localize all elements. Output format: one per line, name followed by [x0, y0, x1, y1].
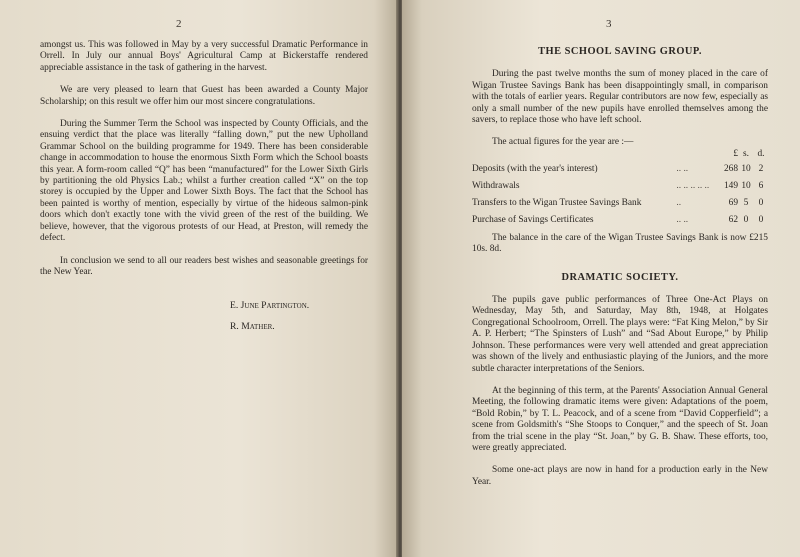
heading-dramatic-society: DRAMATIC SOCIETY.	[561, 271, 679, 283]
page-number-right: 3	[606, 18, 612, 30]
paragraph: At the beginning of this term, at the Parents' Association Annual General Meeting, the following dramatic items were given: Adaptations of the poem, “Bold Robin,” by T. L. Peacock, and of a scene from “David Copperfield”; a scene from Goldsmith's “She Stoops to Conquer,” and the speech of St. Joan from the trial scene in the play “St. Joan,” by G. B. Shaw. These efforts, too, were greatly appreciated.	[472, 385, 768, 453]
table-intro: The actual figures for the year are :—	[492, 137, 634, 148]
paragraph: During the Summer Term the School was inspected by County Officials, and the ensuing verdict that the place was literally “falling down,” put the new Upholland Grammar School on the building programme for 1949. There has been considerable change in accommodation to house the enormous Sixth Form which the School boasts this year. A form-room called “Q” has been “manufactured” for the Lower Sixth Girls by partitioning the old Physics Lab.; whilst a further creation called “X” on the top storey is occupied by the Upper and Lower Sixth Boys. The fact that the School has been painted is worthy of mention, especially by virtue of the hideous salmon-pink doors which don't exactly tone with the vivid green of the rest of the building. We believe, however, that the vigorous protests of our Head, at Preston, will remedy the defect.	[40, 119, 368, 244]
left-page	[0, 0, 398, 557]
right-column	[472, 40, 768, 488]
row-dots: ..	[676, 197, 682, 208]
shillings: 5	[743, 197, 749, 208]
row-label: Withdrawals	[472, 180, 520, 191]
savings-table	[472, 149, 768, 229]
row-dots: .. ..	[676, 163, 689, 174]
table-row	[472, 178, 768, 195]
row-dots: .. .. .. .. ..	[676, 180, 710, 191]
pence: 6	[758, 180, 764, 191]
pence: 0	[758, 214, 764, 225]
pounds: 149	[723, 180, 738, 191]
signature-partington: E. June Partington.	[230, 300, 310, 312]
row-dots: .. ..	[676, 214, 689, 225]
paragraph: amongst us. This was followed in May by a very successful Dramatic Performance in Orrell. In July our annual Boys' Agricultural Camp at Bickerstaffe rendered appreciable assistance in the task of gathering in the harvest.	[40, 40, 368, 73]
table-row	[472, 212, 768, 229]
page-number-left: 2	[176, 18, 182, 30]
pence: 0	[758, 197, 764, 208]
row-label: Purchase of Savings Certificates	[472, 214, 594, 225]
left-column	[40, 40, 368, 332]
row-label: Transfers to the Wigan Trustee Savings Bank	[472, 197, 642, 208]
pounds: 69	[728, 197, 738, 208]
column-header: d.	[757, 149, 765, 160]
paragraph: Some one-act plays are now in hand for a production early in the New Year.	[472, 465, 768, 487]
balance-statement: The balance in the care of the Wigan Trustee Savings Bank is now £215 10s. 8d.	[472, 232, 768, 255]
table-row	[472, 161, 768, 178]
table-row	[472, 195, 768, 212]
column-header: s.	[743, 149, 749, 160]
signature-mather: R. Mather.	[230, 320, 275, 332]
table-header-row	[472, 149, 768, 161]
paragraph: In conclusion we send to all our readers best wishes and seasonable greetings for the New Year.	[40, 255, 368, 277]
shillings: 10	[741, 180, 751, 191]
paragraph: The pupils gave public performances of Three One-Act Plays on Wednesday, May 5th, and Saturday, May 8th, 1948, at Holgates Congregational Schoolroom, Orrell. The plays were: “Fat King Melon,” by Sir A. P. Herbert; “The Spinsters of Lush” and “Sad About Europe,” by Philip Johnson. These performances were very well attended and great appreciation was shown of the lively and enthusiastic playing of the Juniors, and the more subtle character interpretations of the Seniors.	[472, 295, 768, 374]
paragraph: We are very pleased to learn that Guest has been awarded a County Major Scholarship; on this result we offer him our most sincere congratulations.	[40, 85, 368, 107]
pence: 2	[758, 163, 764, 174]
right-page	[402, 0, 800, 557]
shillings: 10	[741, 163, 751, 174]
shillings: 0	[743, 214, 749, 225]
pounds: 268	[723, 163, 738, 174]
column-header: £	[733, 149, 738, 160]
pounds: 62	[728, 214, 738, 225]
paragraph: During the past twelve months the sum of money placed in the care of Wigan Trustee Savings Bank has been disappointingly small, in comparison with the totals of earlier years. Regular contributors are now few, especially as only a small number of the new pupils have enrolled themselves among the savers, to replace those who have left school.	[472, 69, 768, 126]
row-label: Deposits (with the year's interest)	[472, 163, 598, 174]
heading-saving-group: THE SCHOOL SAVING GROUP.	[538, 46, 702, 57]
